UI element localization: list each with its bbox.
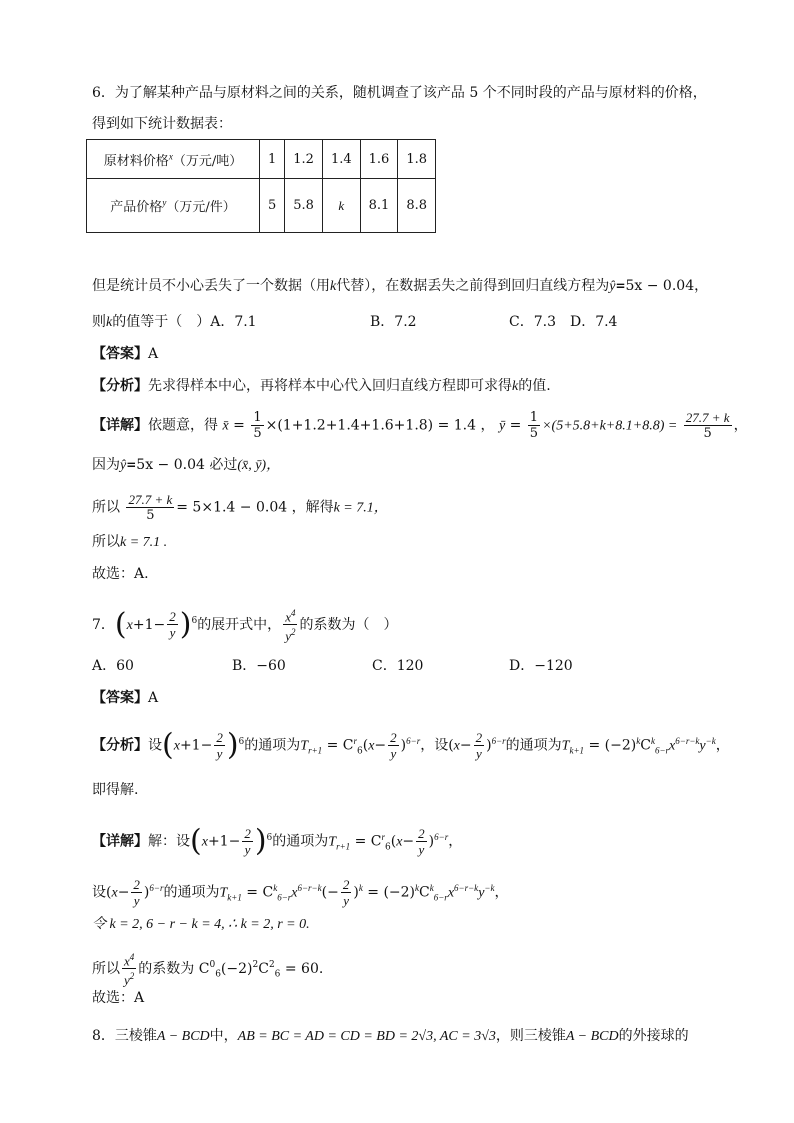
table-cell: 5 — [260, 179, 285, 233]
q6-choose: 故选：A. — [92, 566, 149, 582]
q6-so2: 所以k = 7.1 . — [92, 534, 168, 550]
q6-stem-2: 得到如下统计数据表： — [92, 116, 232, 132]
table-header-cell: 产品价格$^y$（万元/件） — [87, 179, 260, 233]
q6-because: 因为ŷ=5x − 0.04 必过(x̄, ȳ)， — [92, 457, 281, 473]
equals-hat-icon: = — [615, 279, 626, 293]
table-cell: 1.8 — [398, 140, 436, 179]
q6-detail: 【详解】依题意，得 x̄ = $\frac{1}{5}$ ×(1+1.2+1.4+1.6+1.8) = 1.4 ， ȳ = $\frac{1}{5}$ ×(5+5.8+k+8.1+8.8) = $\frac{27.7 + k}{5}$ ， — [92, 410, 748, 441]
q7-analysis: 【分析】设(x+1− $\frac{2}{y}$ )$^6$的通项为$T_{r+1} = C^r_6(x-$ $\frac{2}{y}$ )$^{6-r}$，设(x− $\frac{2}{y}$ )$^{6-r}$的通项为$T_{k+1} = (-2)^kC^k_{6-r}x^{6-r-k}y^{-k}$， — [92, 727, 730, 763]
q7-so: 所以 $\frac{x^4}{y^2}$ 的系数为 $C^0_6(-2)^2C^2_6 = 60$. — [92, 952, 324, 988]
q7-option-b: B．−60 — [232, 658, 286, 674]
q6-stem: 6．为了解某种产品与原材料之间的关系，随机调查了该产品 5 个不同时段的产品与原材料的价格， — [92, 85, 707, 101]
q7-stem: 7．(x+1− $\frac{2}{y}$ )$^6$的展开式中， $\frac{x^4}{y^2}$ 的系数为（ ） — [92, 606, 398, 644]
q8-stem: 8．三棱锥A − BCD中，AB = BC = AD = CD = BD = 2√3, AC = 3√3，则三棱锥A − BCD的外接球的 — [92, 1028, 689, 1044]
q7-detail: 【详解】解：设(x+1− $\frac{2}{y}$ )$^6$的通项为$T_{r+1} = C^r_6(x-$ $\frac{2}{y}$ )$^{6-r}$， — [92, 823, 463, 859]
q7-option-c: C．120 — [372, 658, 424, 674]
q6-options: 则k的值等于（ ）A．7.1 — [92, 314, 257, 330]
q7-option-d: D．−120 — [509, 658, 573, 674]
q7-option-a: A．60 — [92, 658, 134, 674]
table-cell: 1.6 — [360, 140, 398, 179]
q6-answer: 【答案】A — [92, 346, 159, 362]
table-cell: 8.1 — [360, 179, 398, 233]
table-header-cell: 原材料价格$^x$（万元/吨） — [87, 140, 260, 179]
q6-text3: 但是统计员不小心丢失了一个数据（用k代替），在数据丢失之前得到回归直线方程为ŷ=5x − 0.04， — [92, 278, 709, 294]
table-cell: 1.4 — [322, 140, 360, 179]
q7-analysis-end: 即得解. — [92, 782, 139, 798]
data-table — [86, 139, 436, 233]
q6-analysis: 【分析】先求得样本中心，再将样本中心代入回归直线方程即可求得k的值. — [92, 378, 551, 394]
table-row — [87, 140, 436, 179]
table-cell: 8.8 — [398, 179, 436, 233]
q6-option-b: B．7.2 — [370, 314, 417, 330]
table-row — [87, 179, 436, 233]
table-cell: k — [322, 179, 360, 233]
table-cell: 5.8 — [285, 179, 323, 233]
q7-let: 令 k = 2, 6 − r − k = 4, ∴ k = 2, r = 0. — [92, 917, 310, 932]
table-cell: 1 — [260, 140, 285, 179]
q6-option-cd: C．7.3 D．7.4 — [509, 314, 618, 330]
q7-set: 设(x− $\frac{2}{y}$ )$^{6-r}$的通项为$T_{k+1} = C^k_{6-r}x^{6-r-k}(-$ $\frac{2}{y}$ )$^k = (-2)^kC^k_{6-r}x^{6-r-k}y^{-k}$， — [92, 877, 509, 908]
table-cell: 1.2 — [285, 140, 323, 179]
q6-so1: 所以 $\frac{27.7 + k}{5}$ = 5×1.4 − 0.04 ，解得k = 7.1， — [92, 492, 388, 523]
q7-choose: 故选：A — [92, 990, 145, 1006]
q7-answer: 【答案】A — [92, 690, 159, 706]
